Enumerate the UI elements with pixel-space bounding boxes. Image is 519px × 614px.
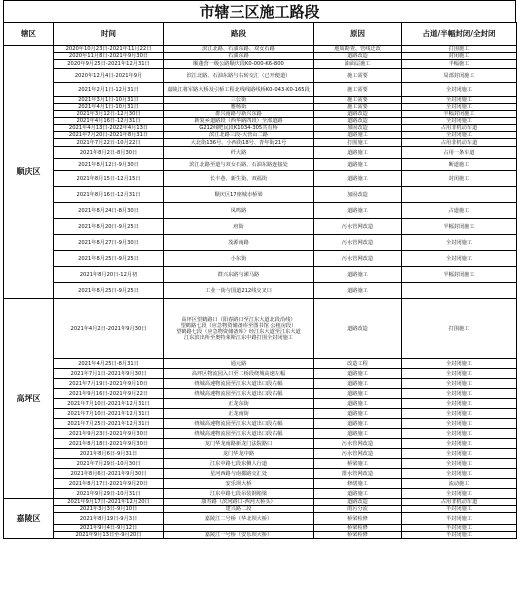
time-cell: 2020年11月8日-2021年9月30日 [54,53,164,60]
time-cell: 2020年10月23日-2021年11月22日 [54,46,164,53]
table-row [4,69,517,83]
road-cell: 江东中路七段东侧人行道 [164,459,314,469]
time-cell: 2021年7月10日-2021年12月31日 [54,399,164,409]
road-cell: 滨江北路三段-大营山二路 [164,132,314,139]
method-cell: 全封闭施工 [402,459,517,469]
method-cell: 流动施工 [402,479,517,489]
method-cell: 全封闭施工 [402,389,517,399]
road-cell: 茂源南路 [164,235,314,251]
road-cell: 正龙南街 [164,409,314,419]
method-cell: 半封闭施工 [402,513,517,525]
time-cell: 2021年8月16日-12月31日 [54,187,164,203]
road-cell: 顺庆区17座城市桥梁 [164,187,314,203]
time-cell: 2021年7月19日-2021年9月10日 [54,379,164,389]
method-cell: 全封闭施工 [402,419,517,429]
header-district: 辖区 [4,23,54,46]
road-cell: 大北街136号、小西街18号、青年街21号 [164,139,314,147]
table-row [4,409,517,419]
time-cell: 2021年9月4日-9月12日 [54,525,164,532]
reason-cell: 道路施工 [314,379,402,389]
table-row [4,489,517,499]
reason-cell: 道路施工 [314,389,402,399]
road-cell: 嘉陵江将军路大桥及引桥工程北线线路线桥K0-043-K0-165段 [164,83,314,97]
time-cell: 2021年9月23日-2021年9月30日 [54,429,164,439]
method-cell: 半幅封闭施工 [402,111,517,118]
reason-cell: 污水管网改造 [314,219,402,235]
road-cell: 正龙东街 [164,399,314,409]
method-cell [402,187,517,203]
time-cell: 2021年8月12日-9月30日 [54,159,164,171]
table-row [4,235,517,251]
method-cell: 半幅施工 [402,60,517,69]
time-cell: 2021年4月13日-2022年4月13日 [54,125,164,132]
time-cell: 2021年8月2日-8月30日 [54,147,164,159]
reason-cell: 道路施工 [314,283,402,299]
method-cell: 半封闭施工 [402,525,517,532]
road-cell: 府街 [164,219,314,235]
reason-cell: 污水管网改造 [314,251,402,267]
table-row [4,532,517,539]
reason-cell: 道路改造 [314,499,402,506]
reason-cell: 施工需要 [314,83,402,97]
method-cell: 全封闭施工 [402,83,517,97]
road-cell: 星河西路与南都路交汇处 [164,469,314,479]
road-cell: 绕城高速物流园至江东大道出口段左幅 [164,419,314,429]
table-row [4,139,517,147]
time-cell: 2021年7月22日-10月22日 [54,139,164,147]
road-cell: 三公街 [164,97,314,104]
table-row [4,251,517,267]
time-cell: 2021年7月10日-2021年12月31日 [54,409,164,419]
time-cell: 2021年8月25日-9月25日 [54,283,164,299]
method-cell: 全封闭施工 [402,369,517,379]
table-row [4,399,517,409]
time-cell: 2021年9月16日-2021年9月22日 [54,389,164,399]
reason-cell: 道路施工 [314,419,402,429]
time-cell: 2021年4月2日-2021年9月30日 [54,299,164,359]
reason-cell: 施工需要 [314,97,402,104]
table-row [4,219,517,235]
road-cell: 龙门华龙中路 [164,449,314,459]
district-cell: 高坪区 [4,299,54,499]
reason-cell: 桥梁检修 [314,532,402,539]
road-cell: 纤大路 [164,147,314,159]
method-cell: 断道施工 [402,159,517,171]
table-row [4,203,517,219]
construction-table [3,22,517,539]
road-cell: 工业一街与国道212线交叉口 [164,283,314,299]
road-cell: 康寿路（滨河路口-西河大桥头） [164,499,314,506]
reason-cell: 打围施工 [314,139,402,147]
method-cell: 半幅封闭施工 [402,267,517,283]
time-cell: 2021年4月1日-10月31日 [54,104,164,111]
time-cell: 2021年8月18日-2021年9月30日 [54,439,164,449]
method-cell: 全封闭施工 [402,449,517,459]
table-row [4,159,517,171]
table-row [4,525,517,532]
district-cell: 嘉陵区 [4,499,54,539]
road-cell: 龙门华龙南路新龙门法院路口 [164,439,314,449]
reason-cell: 道路改造 [314,299,402,359]
time-cell: 2020年9月25日-2021年12月31日 [54,60,164,69]
header-method: 占道/半幅封闭/全封闭 [402,23,517,46]
method-cell: 半封闭施工 [402,506,517,513]
table-row [4,53,517,60]
method-cell: 占用非机动车道 [402,139,517,147]
method-cell: 全封闭施工 [402,118,517,125]
table-row [4,60,517,69]
table-row [4,118,517,125]
time-cell: 2021年8月6日-9月31日 [54,449,164,459]
method-cell: 全封闭施工 [402,132,517,139]
header-time: 时间 [54,23,164,46]
table-row [4,379,517,389]
reason-cell: 雨污分流 [314,506,402,513]
time-cell: 2021年8月25日-9月25日 [54,251,164,267]
time-cell: 2021年7月20日-2021年8月31日 [54,132,164,139]
reason-cell: 道路施工 [314,489,402,499]
reason-cell: 地质勘查、管线迁改 [314,46,402,53]
time-cell: 2021年8月17日-2021年9月20日 [54,479,164,489]
reason-cell: 排水管网改造 [314,469,402,479]
table-row [4,419,517,429]
road-cell: 群兴南路与新兴东路 [164,111,314,118]
table-row [4,147,517,159]
road-cell: 绕城高速物流园至江东大道出口段左幅 [164,379,314,389]
page-title: 市辖三区施工路段 [3,0,516,22]
reason-cell: 施工需要 [314,69,402,83]
table-row [4,299,517,359]
method-cell: 全封闭施工 [402,359,517,369]
method-cell: 全封闭施工 [402,97,517,104]
time-cell: 2021年4月16日-12月31日 [54,118,164,125]
table-row [4,513,517,525]
table-row [4,499,517,506]
reason-cell: 桥梁检修 [314,513,402,525]
table-row [4,283,517,299]
table-row [4,125,517,132]
method-cell: 占用一条车道 [402,147,517,159]
road-cell: 长丰巷、新生街、双福街 [164,171,314,187]
time-cell: 2021年8月27日-9月30日 [54,235,164,251]
method-cell: 局部封闭施工 [402,69,517,83]
table-row [4,171,517,187]
table-row [4,479,517,489]
method-cell [402,283,517,299]
time-cell: 2021年9月13日至-9月20日 [54,532,164,539]
reason-cell: 油面层施工 [314,60,402,69]
table-row [4,449,517,459]
method-cell: 打围施工 [402,46,517,53]
reason-cell: 道路改造 [314,111,402,118]
time-cell: 2021年8月15日-12月15日 [54,171,164,187]
table-row [4,187,517,203]
table-row [4,389,517,399]
road-cell: 高坪区望鹤路口（阳春路口至江东大道北段沿线） 望鹤路七段（应急物资储备库至图书馆 公租房段） 望鹤路七段（应急物资储备库）经江东大道至江东大道 江东滨出所至奥特莱斯江东中路打围全封闭施工 [164,299,314,359]
reason-cell: 道路改造 [314,118,402,125]
table-row [4,369,517,379]
method-cell: 占道施工 [402,203,517,219]
reason-cell: 道路施工 [314,409,402,419]
time-cell: 2021年8月19日-9月3日 [54,513,164,525]
reason-cell: 污水管网改造 [314,439,402,449]
time-cell: 2021年3月12日-12月30日 [54,111,164,118]
road-cell: 嘉陵江一号桥（安乐坝大桥） [164,532,314,539]
road-cell: 安乐坝大桥 [164,479,314,489]
table-row [4,132,517,139]
road-cell: 绕城高速物流园至江东大道出口段右幅 [164,389,314,399]
method-cell: 全封闭施工 [402,379,517,389]
method-cell: 封闭施工 [402,53,517,60]
reason-cell: 道路施工 [314,159,402,171]
reason-cell: 道路施工 [314,399,402,409]
road-cell: 高坪区物流园入口至二桥段绕城高速左幅 [164,369,314,379]
reason-cell: 污水管网改造 [314,235,402,251]
table-row [4,104,517,111]
method-cell: 打围施工 [402,299,517,359]
table-row [4,459,517,469]
reason-cell: 施工需要 [314,104,402,111]
header-road: 路段 [164,23,314,46]
table-row [4,429,517,439]
road-cell: 江东中路七段吊装钢箱梁 [164,489,314,499]
district-cell: 顺庆区 [4,46,54,299]
time-cell: 2021年8月24日-8月30日 [54,203,164,219]
table-row [4,46,517,53]
time-cell: 2021年8月6日-2021年9月30日 [54,469,164,479]
table-body [4,46,517,539]
reason-cell: 道路施工 [314,132,402,139]
reason-cell: 道路施工 [314,203,402,219]
road-cell: G212线吧民段K1034-305共有桥 [164,125,314,132]
road-cell: 滨江北路、石油东路与右转交汇（已开便道） [164,69,314,83]
road-cell: 雅杨街 [164,104,314,111]
reason-cell: 道路施工 [314,171,402,187]
road-cell: 小东街 [164,251,314,267]
method-cell: 全封闭施工 [402,251,517,267]
method-cell: 封闭施工 [402,171,517,187]
reason-cell: 修缮施工 [314,479,402,489]
time-cell: 2021年7月1日-2021年9月30日 [54,369,164,379]
table-row [4,469,517,479]
table-row [4,83,517,97]
road-cell: 石油东路 [164,53,314,60]
road-cell: 绕城高速物流园至江东大道出口段右幅 [164,429,314,439]
reason-cell: 道路施工 [314,147,402,159]
method-cell: 全封闭施工 [402,439,517,449]
road-cell: 顺蓬营一级公路顺庆段K0-000-K6-800 [164,60,314,69]
reason-cell: 道路施工 [314,429,402,439]
method-cell: 半封闭施工 [402,532,517,539]
road-cell: 滨江北路至道与双女石路、石油东路连接处 [164,159,314,171]
method-cell: 全封闭施工 [402,409,517,419]
reason-cell: 道路改造 [314,53,402,60]
road-cell: 凤鸣路 [164,203,314,219]
method-cell: 全封闭施工 [402,104,517,111]
method-cell: 占用非机动车道 [402,499,517,506]
road-cell: 通元路 [164,359,314,369]
time-cell: 2021年8月20日-9月25日 [54,219,164,235]
table-row [4,506,517,513]
table-row [4,359,517,369]
road-cell [164,525,314,532]
road-cell: 建兴路二段 [164,506,314,513]
road-cell: 滨江北路、石油东路、双女石路 [164,46,314,53]
method-cell: 全封闭施工 [402,469,517,479]
time-cell: 2021年7月25日-2021年12月31日 [54,419,164,429]
time-cell: 2021年3月1日-10月31日 [54,97,164,104]
road-cell: 嘉陵江二号桥（华北坝大桥） [164,513,314,525]
time-cell: 2021年9月29日-10月31日 [54,489,164,499]
reason-cell: 桥梁检修 [314,525,402,532]
header-row [4,23,517,46]
time-cell: 2020年12月4日-2021年9月 [54,69,164,83]
method-cell: 全封闭施工 [402,429,517,439]
reason-cell: 加固改造 [314,187,402,203]
reason-cell: 污水管网改造 [314,449,402,459]
time-cell: 2021年3月3日-9月10日 [54,506,164,513]
road-cell: 群兴东路与潆马路 [164,267,314,283]
method-cell: 全封闭施工 [402,489,517,499]
road-cell: 新复乡道路段（西华路四段）全部道路 [164,118,314,125]
time-cell: 2021年9月17日-2021年12月20日 [54,499,164,506]
table-row [4,439,517,449]
time-cell: 2021年2月1日-12月31日 [54,83,164,97]
table-row [4,111,517,118]
reason-cell: 加固改造 [314,125,402,132]
method-cell: 全封闭施工 [402,399,517,409]
reason-cell: 道路施工 [314,267,402,283]
time-cell: 2021年8月20日-12月初 [54,267,164,283]
reason-cell: 道路施工 [314,369,402,379]
header-reason: 原因 [314,23,402,46]
table-row [4,267,517,283]
method-cell: 占用非机动车道 [402,125,517,132]
reason-cell: 桥梁施工 [314,459,402,469]
reason-cell: 改造工程 [314,359,402,369]
time-cell: 2021年7月29日-10月30日 [54,459,164,469]
table-row [4,97,517,104]
time-cell: 2021年4月25日-8月31日 [54,359,164,369]
method-cell: 全封闭施工 [402,235,517,251]
method-cell: 半幅封闭施工 [402,219,517,235]
